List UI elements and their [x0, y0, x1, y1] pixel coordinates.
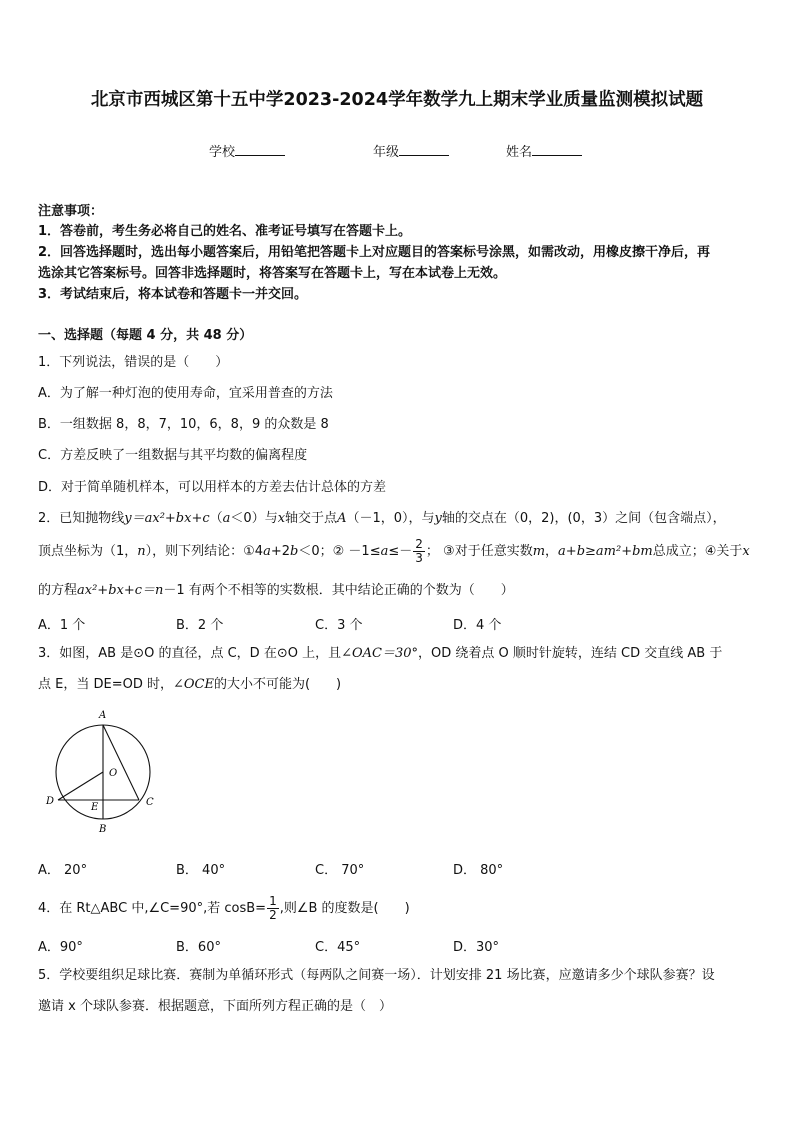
label-o: O — [109, 768, 118, 779]
question-4-option-c: C．45° — [315, 940, 361, 955]
circle-diagram — [40, 705, 170, 840]
question-3-option-d: D． 80° — [453, 863, 504, 878]
grade-blank — [399, 143, 449, 156]
school-blank — [235, 143, 285, 156]
school-field — [209, 141, 285, 160]
notes-heading: 注意事项： — [38, 204, 104, 219]
note-item: 2．回答选择题时，选出每小题答案后，用铅笔把答题卡上对应题目的答案标号涂黑，如需改动，用橡皮擦干净后，再 — [38, 245, 711, 260]
question-3-line-2: 点 E，当 DE=OD 时，∠OCE的大小不可能为( ) — [38, 677, 342, 692]
question-2-line-3: 的方程ax²+bx+c＝n－1 有两个不相等的实数根．其中结论正确的个数为（ ） — [38, 583, 514, 598]
label-c: C — [146, 797, 154, 808]
question-1-option-b: B．一组数据 8，8，7，10，6，8，9 的众数是 8 — [38, 417, 329, 432]
question-3-option-b: B． 40° — [176, 863, 226, 878]
question-3-option-c: C． 70° — [315, 863, 365, 878]
school-label: 学校 — [209, 145, 236, 160]
question-5-line-2: 邀请 x 个球队参赛．根据题意，下面所列方程正确的是（ ） — [38, 999, 392, 1014]
label-b: B — [99, 824, 107, 835]
question-4-option-b: B．60° — [176, 940, 221, 955]
note-item: 3．考试结束后，将本试卷和答题卡一并交回。 — [38, 287, 308, 302]
question-2-option-a: A．1 个 — [38, 618, 86, 633]
grade-label: 年级 — [373, 145, 400, 160]
label-e: E — [91, 802, 99, 813]
grade-field — [373, 141, 449, 160]
question-1-stem: 1．下列说法，错误的是（ ） — [38, 355, 229, 370]
question-2-line-1: 2．已知抛物线y＝ax²+bx+c（a＜0）与x轴交于点A（－1，0），与y轴的交点在（0，2)，(0，3）之间（包含端点）， — [38, 511, 726, 526]
fraction-two-thirds: $\frac{2}{3}$ — [415, 537, 423, 565]
question-2-line-2: 顶点坐标为（1，n），则下列结论：①4a+2b＜0；② －1≤a≤－ $\frac{2}{3}$ ； ③对于任意实数m，a+b≥am²+bm总成立；④关于x — [38, 537, 750, 565]
label-a: A — [99, 710, 107, 721]
name-blank — [532, 143, 582, 156]
question-2-option-c: C．3 个 — [315, 618, 363, 633]
question-1-option-a: A．为了解一种灯泡的使用寿命，宜采用普查的方法 — [38, 386, 333, 401]
question-4-option-a: A．90° — [38, 940, 83, 955]
note-item: 1．答卷前，考生务必将自己的姓名、准考证号填写在答题卡上。 — [38, 224, 412, 239]
question-1-option-c: C．方差反映了一组数据与其平均数的偏离程度 — [38, 448, 308, 463]
question-3-line-1: 3．如图，AB 是⊙O 的直径，点 C，D 在⊙O 上，且∠OAC＝30°，OD 绕着点 O 顺时针旋转，连结 CD 交直线 AB 于 — [38, 646, 723, 661]
question-5-line-1: 5．学校要组织足球比赛．赛制为单循环形式（每两队之间赛一场）．计划安排 21 场比赛，应邀请多少个球队参赛？设 — [38, 968, 715, 983]
question-4-option-d: D．30° — [453, 940, 500, 955]
note-item: 选涂其它答案标号。回答非选择题时，将答案写在答题卡上，写在本试卷上无效。 — [38, 266, 507, 281]
question-2-option-d: D．4 个 — [453, 618, 502, 633]
question-1-option-d: D．对于简单随机样本，可以用样本的方差去估计总体的方差 — [38, 480, 387, 495]
question-4-stem: 4．在 Rt△ABC 中,∠C=90°,若 cosB= $\frac{1}{2}$ ,则∠B 的度数是( ) — [38, 894, 410, 922]
question-3-option-a: A． 20° — [38, 863, 88, 878]
question-2-option-b: B．2 个 — [176, 618, 224, 633]
label-d: D — [46, 796, 55, 807]
name-label: 姓名 — [506, 145, 533, 160]
fraction-one-half: $\frac{1}{2}$ — [269, 894, 277, 922]
exam-title: 北京市西城区第十五中学2023-2024学年数学九上期末学业质量监测模拟试题 — [90, 90, 704, 110]
name-field — [506, 141, 582, 160]
section-heading: 一、选择题（每题 4 分，共 48 分） — [38, 328, 253, 343]
